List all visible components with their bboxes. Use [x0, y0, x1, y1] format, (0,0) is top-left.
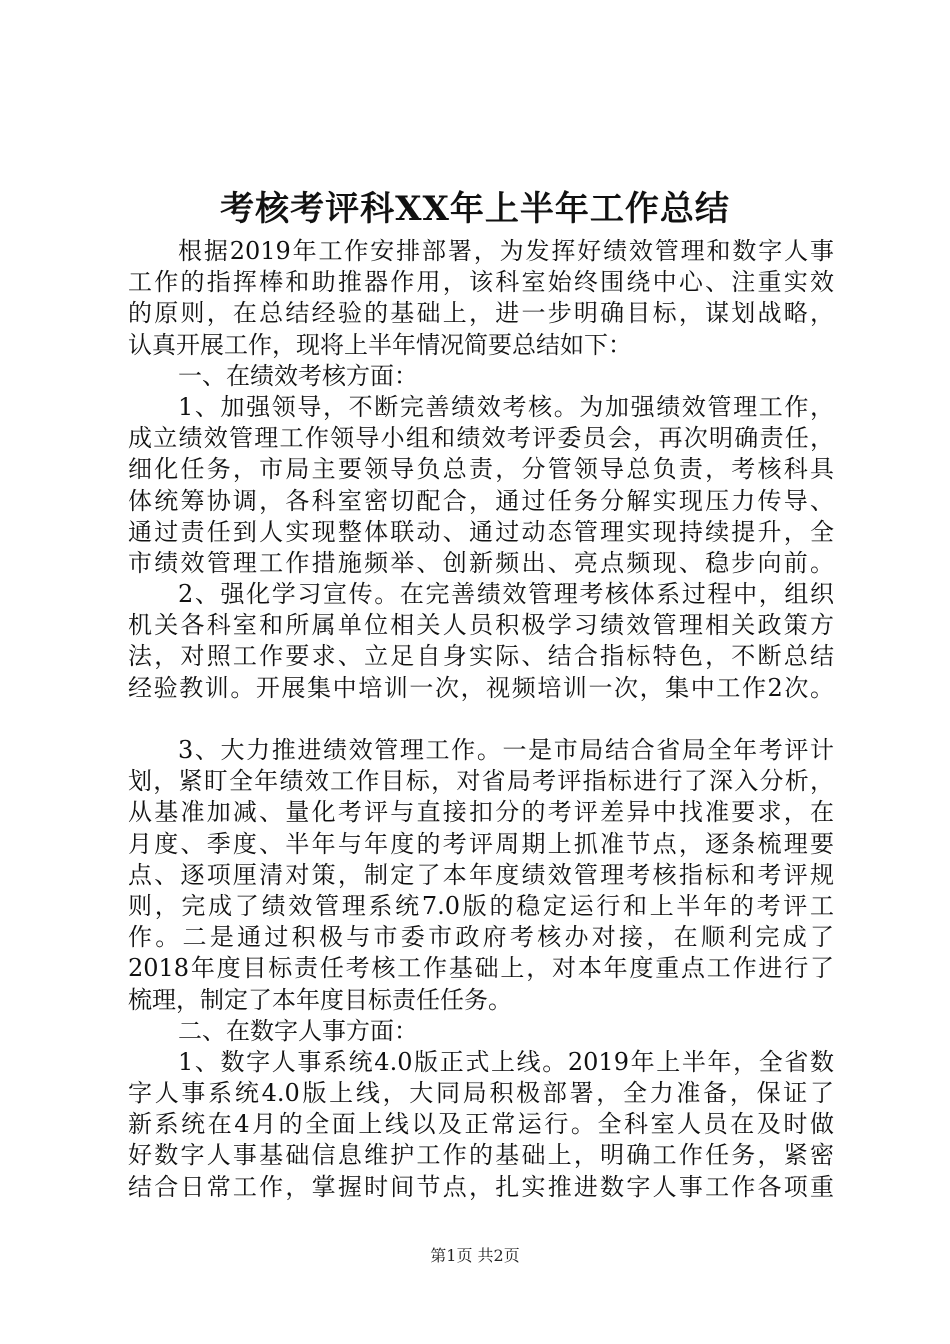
paragraph-line: 根据2019年工作安排部署，为发挥好绩效管理和数字人事: [178, 237, 834, 265]
section-heading: 二、在数字人事方面：: [178, 1016, 418, 1045]
paragraph-line: 的原则，在总结经验的基础上，进一步明确目标，谋划战略，: [128, 299, 834, 328]
paragraph-line: 3、大力推进绩效管理工作。一是市局结合省局全年考评计: [178, 736, 834, 764]
paragraph-spacer: [128, 704, 834, 735]
paragraph-line: 好数字人事基础信息维护工作的基础上，明确工作任务，紧密: [128, 1141, 834, 1170]
paragraph-line: 体统筹协调，各科室密切配合，通过任务分解实现压力传导、: [128, 486, 834, 515]
paragraph-line: 梳理，制定了本年度目标责任任务。: [128, 985, 512, 1014]
paragraph-line: 通过责任到人实现整体联动、通过动态管理实现持续提升，全: [128, 517, 834, 546]
paragraph-line: 作。二是通过积极与市委市政府考核办对接，在顺利完成了: [128, 923, 834, 952]
paragraph-line: 法，对照工作要求、立足自身实际、结合指标特色，不断总结: [128, 642, 834, 671]
paragraph-line: 月度、季度、半年与年度的考评周期上抓准节点，逐条梳理要: [128, 829, 834, 858]
paragraph-line: 市绩效管理工作措施频举、创新频出、亮点频现、稳步向前。: [128, 548, 834, 577]
paragraph-line: 1、数字人事系统4.0版正式上线。2019年上半年，全省数: [178, 1047, 834, 1076]
paragraph-line: 机关各科室和所属单位相关人员积极学习绩效管理相关政策方: [128, 611, 834, 640]
paragraph-line: 划，紧盯全年绩效工作目标，对省局考评指标进行了深入分析，: [128, 767, 834, 796]
paragraph-line: 经验教训。开展集中培训一次，视频培训一次，集中工作2次。: [128, 673, 834, 702]
paragraph-line: 工作的指挥棒和助推器作用，该科室始终围绕中心、注重实效: [128, 268, 834, 297]
document-body: [128, 236, 834, 1203]
paragraph-line: 点、逐项厘清对策，制定了本年度绩效管理考核指标和考评规: [128, 860, 834, 889]
paragraph-line: 2、强化学习宣传。在完善绩效管理考核体系过程中，组织: [178, 580, 834, 609]
page-footer: 第1页 共2页: [430, 1246, 520, 1265]
paragraph-line: 则，完成了绩效管理系统7.0版的稳定运行和上半年的考评工: [128, 891, 834, 920]
paragraph-line: 2018年度目标责任考核工作基础上，对本年度重点工作进行了: [128, 954, 834, 983]
paragraph-line: 结合日常工作，掌握时间节点，扎实推进数字人事工作各项重: [128, 1172, 834, 1201]
paragraph-line: 从基准加减、量化考评与直接扣分的考评差异中找准要求，在: [128, 798, 834, 827]
paragraph-line: 细化任务，市局主要领导负总责，分管领导总负责，考核科具: [128, 455, 834, 484]
document-title: 考核考评科XX年上半年工作总结: [220, 189, 730, 229]
paragraph-line: 认真开展工作，现将上半年情况简要总结如下：: [128, 330, 632, 359]
paragraph-line: 成立绩效管理工作领导小组和绩效考评委员会，再次明确责任，: [128, 424, 834, 453]
paragraph-line: 新系统在4月的全面上线以及正常运行。全科室人员在及时做: [128, 1110, 834, 1139]
paragraph-line: 字人事系统4.0版上线，大同局积极部署，全力准备，保证了: [128, 1079, 834, 1108]
paragraph-line: 1、加强领导，不断完善绩效考核。为加强绩效管理工作，: [178, 392, 834, 421]
section-heading: 一、在绩效考核方面：: [178, 361, 418, 390]
